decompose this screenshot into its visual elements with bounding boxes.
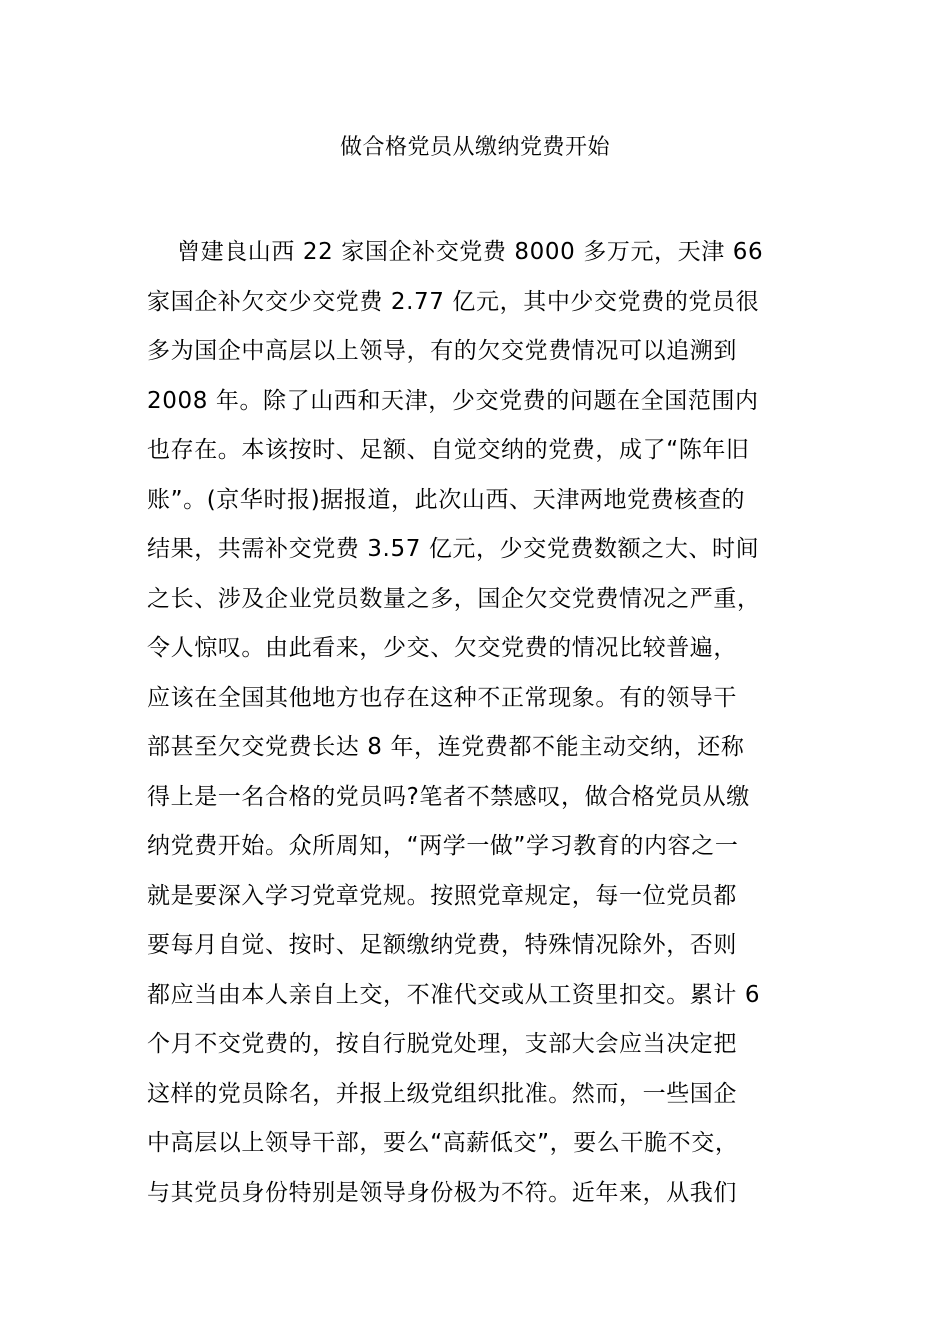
body-line: 与其党员身份特别是领导身份极为不符。近年来，从我们: [147, 1179, 737, 1206]
body-line: 令人惊叹。由此看来，少交、欠交党费的情况比较普遍，: [147, 635, 737, 661]
body-paragraph: [147, 228, 807, 1218]
body-line: 都应当由本人亲自上交，不准代交或从工资里扣交。累计 6: [147, 981, 761, 1008]
body-line: 2008 年。除了山西和天津，少交党费的问题在全国范围内: [147, 387, 759, 414]
body-line: 也存在。本该按时、足额、自觉交纳的党费，成了“陈年旧: [147, 437, 750, 463]
body-line: 部甚至欠交党费长达 8 年，连党费都不能主动交纳，还称: [147, 734, 745, 760]
body-line: 得上是一名合格的党员吗?笔者不禁感叹，做合格党员从缴: [147, 783, 750, 810]
body-line: 应该在全国其他地方也存在这种不正常现象。有的领导干: [147, 684, 737, 711]
document-title: 做合格党员从缴纳党费开始: [339, 135, 610, 160]
body-line: 这样的党员除名，并报上级党组织批准。然而，一些国企: [147, 1080, 737, 1107]
body-line: 要每月自觉、按时、足额缴纳党费，特殊情况除外，否则: [147, 932, 737, 958]
body-line: 结果，共需补交党费 3.57 亿元，少交党费数额之大、时间: [147, 536, 760, 562]
body-line: 多为国企中高层以上领导，有的欠交党费情况可以追溯到: [147, 338, 737, 364]
body-line: 曾建良山西 22 家国企补交党费 8000 多万元，天津 66: [177, 239, 764, 265]
body-line: 个月不交党费的，按自行脱党处理，支部大会应当决定把: [147, 1031, 737, 1057]
body-line: 家国企补欠交少交党费 2.77 亿元，其中少交党费的党员很: [147, 288, 760, 315]
body-line: 之长、涉及企业党员数量之多，国企欠交党费情况之严重，: [147, 585, 761, 612]
body-line: 就是要深入学习党章党规。按照党章规定，每一位党员都: [147, 882, 737, 909]
body-line: 账”。(京华时报)据报道，此次山西、天津两地党费核查的: [147, 486, 746, 513]
body-line: 纳党费开始。众所周知，“两学一做”学习教育的内容之一: [147, 833, 739, 859]
body-line: 中高层以上领导干部，要么“高薪低交”，要么干脆不交，: [147, 1130, 739, 1156]
